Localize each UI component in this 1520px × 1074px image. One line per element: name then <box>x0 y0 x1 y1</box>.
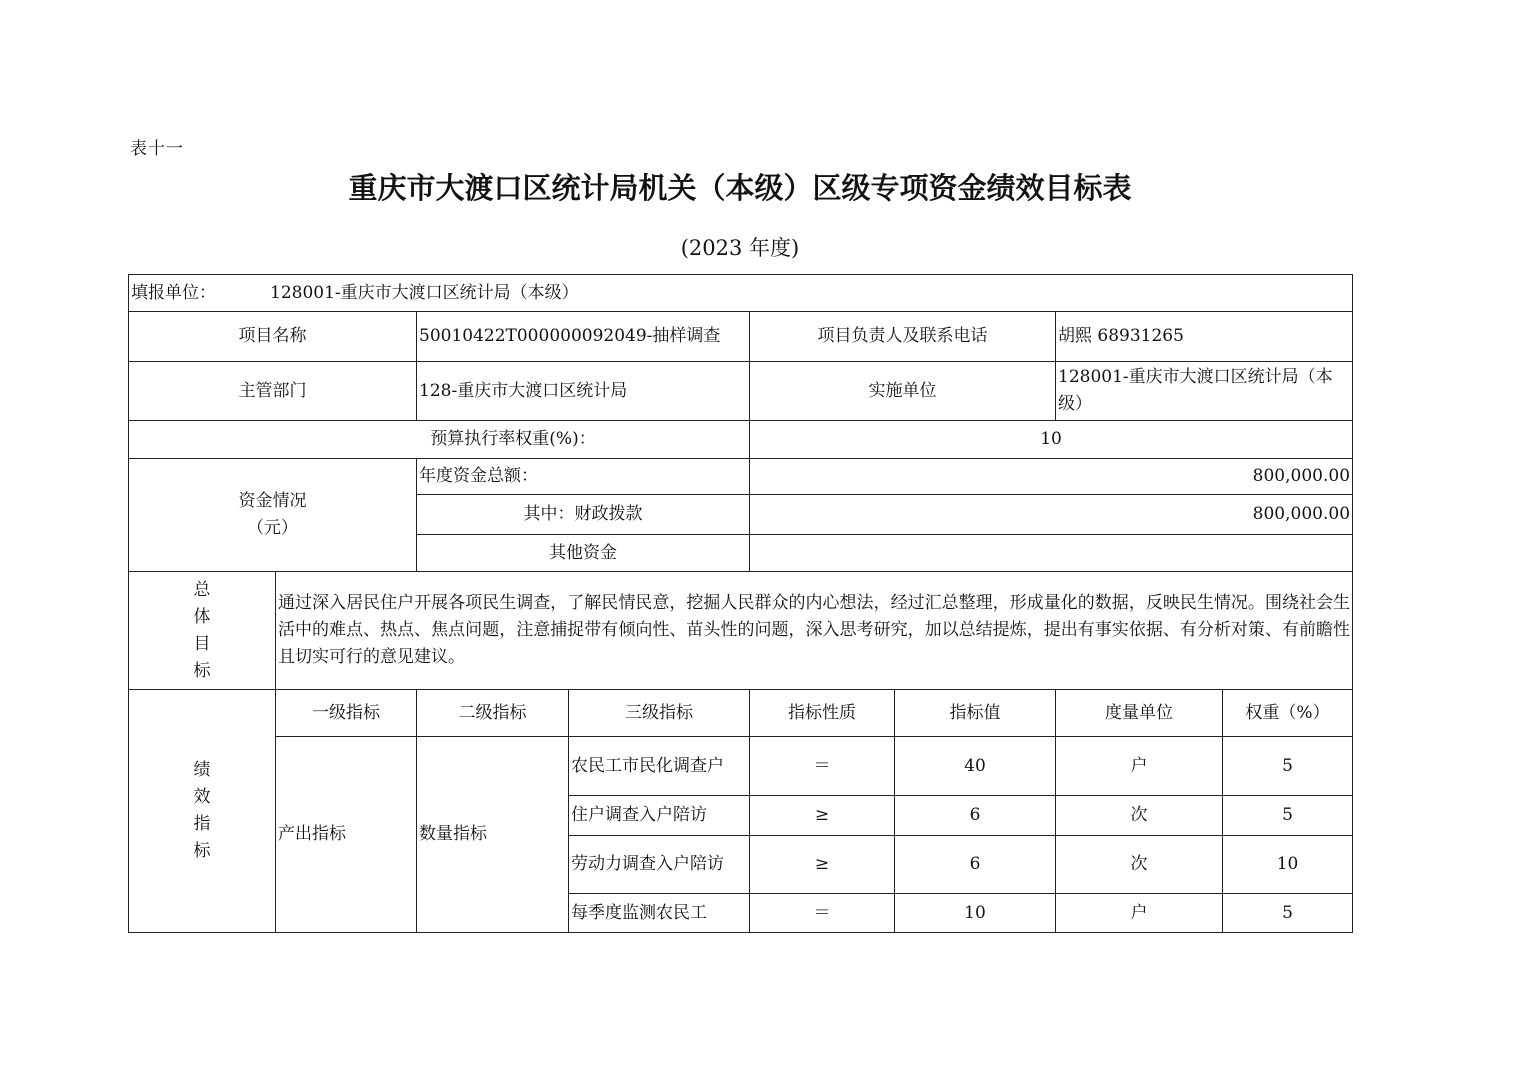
budget-rate-value: 10 <box>750 421 1353 459</box>
header-level1: 一级指标 <box>276 690 417 737</box>
performance-indicators-label: 绩 效 指 标 <box>129 690 276 933</box>
indicator-unit: 次 <box>1056 836 1223 894</box>
funds-total-label: 年度资金总额： <box>417 459 750 495</box>
overall-goal-text: 通过深入居民住户开展各项民生调查，了解民情民意，挖掘人民群众的内心想法，经过汇总整理，形成量化的数据，反映民生情况。围绕社会生活中的难点、热点、焦点问题，注意捕捉带有倾向性、苗头性的问题，深入思考研究，加以总结提炼，提出有事实依据、有分析对策、有前瞻性且切实可行的意见建议。 <box>276 572 1353 690</box>
indicator-weight: 10 <box>1223 836 1353 894</box>
header-unit: 度量单位 <box>1056 690 1223 737</box>
document-year: (2023 年度) <box>680 236 800 260</box>
header-level2: 二级指标 <box>417 690 569 737</box>
funds-total-value: 800,000.00 <box>750 459 1353 495</box>
supervising-dept-value: 128-重庆市大渡口区统计局 <box>417 362 750 421</box>
indicator-nature: ≥ <box>750 836 895 894</box>
funds-other-label: 其他资金 <box>417 535 750 572</box>
project-contact-label: 项目负责人及联系电话 <box>750 312 1056 362</box>
overall-goal-label: 总 体 目 标 <box>129 572 276 690</box>
indicator-value: 10 <box>895 894 1056 933</box>
indicator-weight: 5 <box>1223 894 1353 933</box>
header-weight: 权重（%） <box>1223 690 1353 737</box>
table-number: 表十一 <box>130 139 184 159</box>
level1-indicator: 产出指标 <box>276 737 417 933</box>
indicator-name: 劳动力调查入户陪访 <box>569 836 750 894</box>
indicator-value: 6 <box>895 796 1056 836</box>
indicator-name: 农民工市民化调查户 <box>569 737 750 796</box>
supervising-dept-label: 主管部门 <box>129 362 417 421</box>
indicator-nature: ≥ <box>750 796 895 836</box>
document-title: 重庆市大渡口区统计局机关（本级）区级专项资金绩效目标表 <box>348 171 1132 205</box>
level2-indicator: 数量指标 <box>417 737 569 933</box>
indicator-name: 每季度监测农民工 <box>569 894 750 933</box>
project-name-value: 50010422T000000092049-抽样调查 <box>417 312 750 362</box>
filing-unit-label: 填报单位： <box>131 282 216 303</box>
indicator-nature: ＝ <box>750 737 895 796</box>
implementing-unit-value: 128001-重庆市大渡口区统计局（本级） <box>1056 362 1353 421</box>
indicator-value: 6 <box>895 836 1056 894</box>
indicator-unit: 次 <box>1056 796 1223 836</box>
funds-label-line2: （元） <box>247 518 298 538</box>
project-contact-value: 胡熙 68931265 <box>1056 312 1353 362</box>
indicator-unit: 户 <box>1056 894 1223 933</box>
table-row <box>129 737 1353 796</box>
funds-label-line1: 资金情况 <box>238 491 307 511</box>
header-level3: 三级指标 <box>569 690 750 737</box>
budget-rate-label: 预算执行率权重(%)： <box>129 421 750 459</box>
indicator-name: 住户调查入户陪访 <box>569 796 750 836</box>
filing-unit-cell <box>129 275 1353 312</box>
funds-other-value <box>750 535 1353 572</box>
funds-fiscal-label: 其中：财政拨款 <box>417 495 750 535</box>
indicator-nature: ＝ <box>750 894 895 933</box>
header-value: 指标值 <box>895 690 1056 737</box>
header-nature: 指标性质 <box>750 690 895 737</box>
indicator-unit: 户 <box>1056 737 1223 796</box>
filing-unit-value: 128001-重庆市大渡口区统计局（本级） <box>270 282 579 303</box>
project-name-label: 项目名称 <box>129 312 417 362</box>
funds-label <box>129 459 417 572</box>
funds-fiscal-value: 800,000.00 <box>750 495 1353 535</box>
implementing-unit-label: 实施单位 <box>750 362 1056 421</box>
indicator-weight: 5 <box>1223 737 1353 796</box>
indicator-weight: 5 <box>1223 796 1353 836</box>
indicator-value: 40 <box>895 737 1056 796</box>
performance-target-table <box>128 274 1353 933</box>
